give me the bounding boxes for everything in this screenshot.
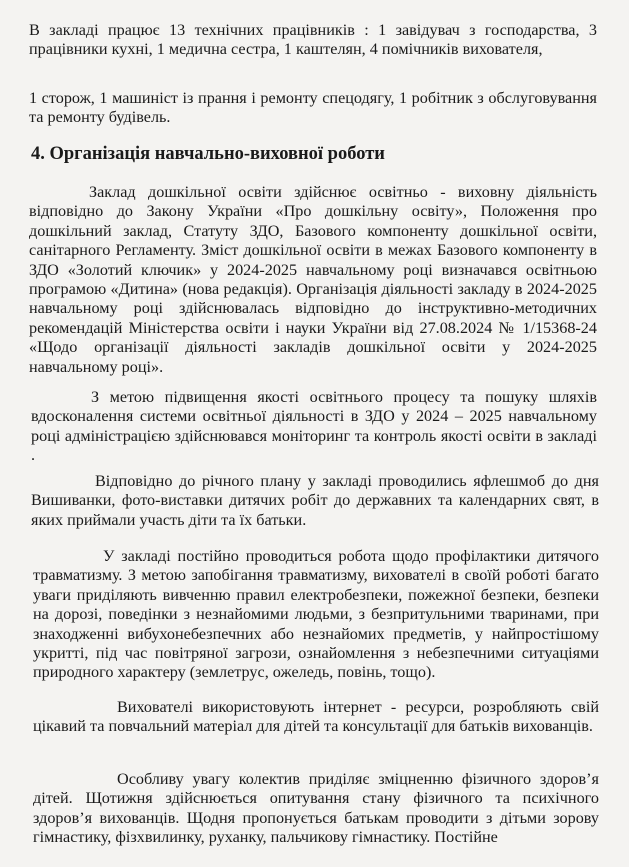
paragraph-internet: Вихователі використовують інтернет - ресурси, розробляють свій цікавий та повчальний матеріал для дітей та консультації для батьків вихованців.	[33, 698, 599, 736]
paragraph-injury-prevention: У закладі постійно проводиться робота щодо профілактики дитячого травматизму. З метою запобігання травматизму, вихователі в своїй роботі багато уваги приділяють вивченню правил електробезпеки, пожежної безпеки, безпеки на дорозі, поведінки з незнайомими людьми, з безпритульними тваринами, при знаходженні вибухонебезпечних або незнайомих предметів, у найпростішому укритті, під час повітряної загрози, ознайомлення з небезпечними ситуаціями природного характеру (землетрус, ожеледь, повінь, тощо).	[33, 547, 599, 682]
paragraph-staff: В закладі працює 13 технічних працівників : 1 завідувач з господарства, 3 працівники кухні, 1 медична сестра, 1 каштелян, 4 помічників вихователя,	[29, 21, 597, 59]
paragraph-health: Особливу увагу колектив приділяє зміцненню фізичного здоров’я дітей. Щотижня здійснюється опитування стану фізичного та психічного здоров’я вихованців. Щодня пропонується батькам проводити з дітьми зорову гімнастику, фізхвилинку, руханку, пальчикову гімнастику. Постійне	[33, 770, 599, 847]
paragraph-staff-continued: 1 сторож, 1 машиніст із прання і ремонту спецодягу, 1 робітник з обслуговування та ремонту будівель.	[29, 89, 597, 127]
paragraph-law: Заклад дошкільної освіти здійснює освітньо - виховну діяльність відповідно до Закону України «Про дошкільну освіту», Положення про дошкільний заклад, Статуту ЗДО, Базового компоненту дошкільної освіти, санітарного Регламенту. Зміст дошкільної освіти в межах Базового компоненту в ЗДО «Золотий ключик» у 2024-2025 навчальному році визначався освітньою програмою «Дитина» (нова редакція). Організація діяльності закладу в 2024-2025 навчальному році здійснювалась відповідно до інструктивно-методичних рекомендацій Міністерства освіти і науки України від 27.08.2024 № 1/15368-24 «Щодо організації діяльності закладів дошкільної освіти у 2024-2025 навчальному році».	[29, 183, 597, 376]
section-heading: 4. Організація навчально-виховної роботи	[31, 144, 385, 164]
paragraph-quality: З метою підвищення якості освітнього процесу та пошуку шляхів вдосконалення системи освітньої діяльності в ЗДО у 2024 – 2025 навчальному році адміністрацією здійснювався моніторинг та контроль якості освіти в закладі .	[31, 388, 597, 465]
paragraph-flashmob: Відповідно до річного плану у закладі проводились яфлешмоб до дня Вишиванки, фото-виставки дитячих робіт до державних та календарних свят, в яких приймали участь діти та їх батьки.	[31, 472, 599, 529]
